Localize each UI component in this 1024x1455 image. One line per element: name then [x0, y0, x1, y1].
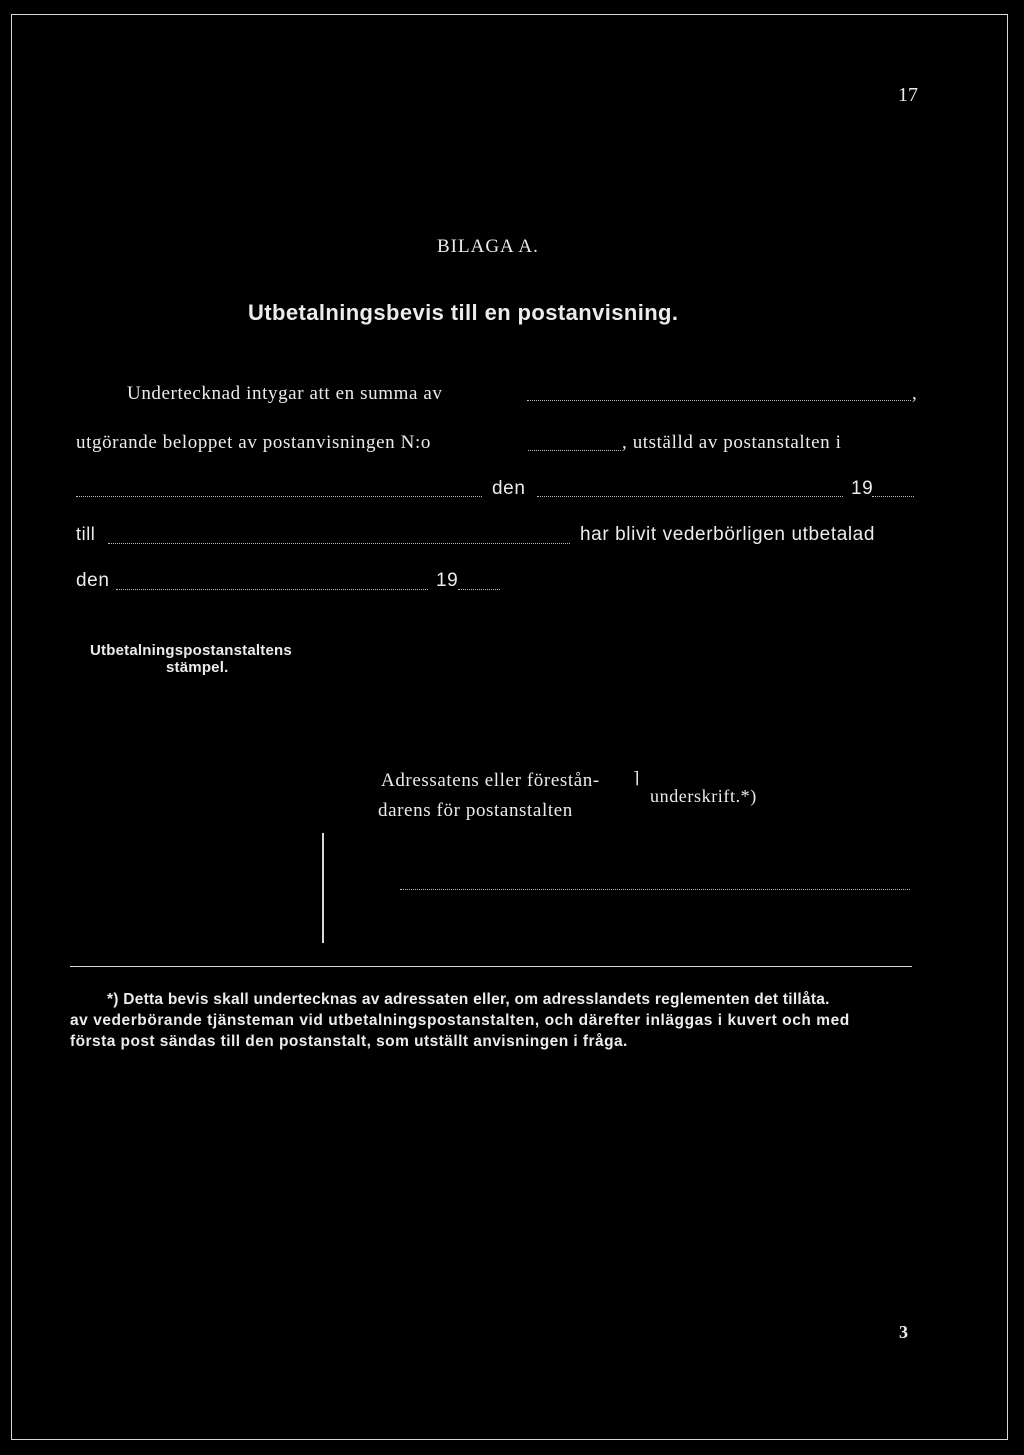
- form-line2-text2: , utställd av postanstalten i: [622, 432, 842, 453]
- payment-date-field[interactable]: [116, 589, 428, 590]
- amount-field[interactable]: [527, 400, 911, 401]
- form-line3-den: den: [492, 478, 526, 499]
- form-line2-text: utgörande beloppet av postanvisningen N:o: [76, 432, 431, 453]
- payee-field[interactable]: [108, 543, 570, 544]
- postal-order-number-field[interactable]: [528, 450, 621, 451]
- page-number-top: 17: [898, 84, 918, 106]
- document-title: Utbetalningsbevis till en postanvisning.: [248, 300, 679, 325]
- signature-label-line2: darens för postanstalten: [378, 800, 573, 821]
- annex-label: BILAGA A.: [437, 236, 539, 257]
- signature-field[interactable]: [400, 889, 910, 890]
- form-line1-end: ,: [912, 383, 918, 404]
- footnote-separator: [70, 966, 912, 967]
- form-line5-year: 19: [436, 570, 459, 591]
- footnote-line3: första post sändas till den postanstalt, som utställt anvisningen i fråga.: [70, 1033, 628, 1050]
- form-line4-till: till: [76, 524, 96, 544]
- issue-date-field[interactable]: [537, 496, 843, 497]
- issue-year-field[interactable]: [872, 496, 914, 497]
- page-number-bottom: 3: [899, 1322, 908, 1342]
- form-line4-text: har blivit vederbörligen utbetalad: [580, 524, 876, 545]
- form-line5-den: den: [76, 570, 110, 591]
- page-border: [11, 14, 1008, 1440]
- issuing-office-field[interactable]: [76, 496, 482, 497]
- footnote-line2: av vederbörande tjänsteman vid utbetalningspostanstalten, och därefter inläggas i kuvert och med: [70, 1012, 850, 1029]
- signature-bracket: ⌉: [633, 770, 640, 787]
- footnote-line1: *) Detta bevis skall undertecknas av adressaten eller, om adresslandets reglementen det tillåta.: [107, 991, 830, 1008]
- signature-label-line1: Adressatens eller förestån-: [381, 770, 600, 791]
- form-line1-text: Undertecknad intygar att en summa av: [127, 383, 443, 404]
- payment-year-field[interactable]: [458, 589, 500, 590]
- signature-side-label: underskrift.*): [650, 786, 757, 806]
- vertical-rule: [322, 833, 324, 943]
- stamp-label-line2: stämpel.: [166, 659, 229, 676]
- stamp-label-line1: Utbetalningspostanstaltens: [90, 642, 292, 659]
- form-line3-year: 19: [851, 478, 874, 499]
